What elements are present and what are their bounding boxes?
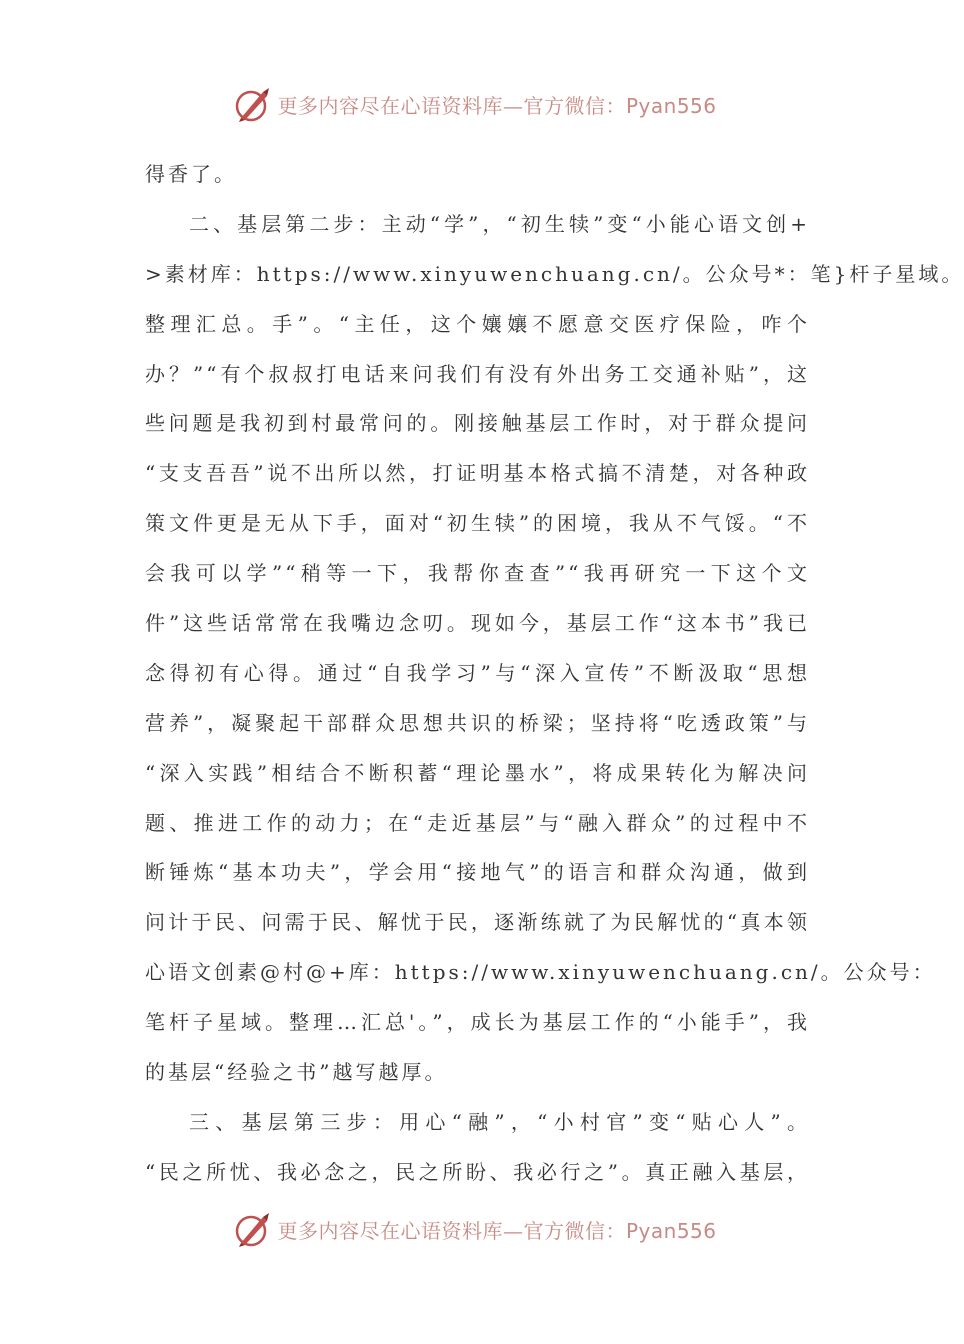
text-line: 整理汇总。手”。“主任，这个孃孃不愿意交医疗保险，咋个 bbox=[145, 311, 810, 336]
text-line: 办？”“有个叔叔打电话来问我们有没有外出务工交通补贴”，这 bbox=[145, 361, 810, 386]
text-line: 得香了。 bbox=[145, 162, 237, 186]
text-line: >素材库：https://www.xinyuwenchuang.cn/。公众号*：笔}杆子星域。 bbox=[145, 261, 964, 286]
text-line: “民之所忧、我必念之，民之所盼、我必行之”。真正融入基层， bbox=[145, 1159, 810, 1184]
text-line: 心语文创素@村@+库：https://www.xinyuwenchuang.cn/。公众号： bbox=[145, 960, 936, 985]
wechat-id: Pyan556 bbox=[625, 1218, 717, 1243]
text-line: 件”这些话常常在我嘴边念叨。现如今，基层工作“这本书”我已 bbox=[145, 611, 810, 636]
text-line: 题、推进工作的动力；在“走近基层”与“融入群众”的过程中不 bbox=[145, 810, 810, 835]
text-line: 断锤炼“基本功夫”，学会用“接地气”的语言和群众沟通，做到 bbox=[145, 860, 810, 885]
banner-text: 更多内容尽在心语资料库—官方微信： bbox=[277, 1218, 626, 1243]
text-line: 问计于民、问需于民、解忧于民，逐渐练就了为民解忧的“真本领 bbox=[145, 910, 810, 935]
wechat-id: Pyan556 bbox=[625, 93, 717, 118]
text-line: “深入实践”相结合不断积蓄“理论墨水”，将成果转化为解决问 bbox=[145, 760, 810, 785]
text-line: 三、基层第三步：用心“融”，“小村官”变“贴心人”。 bbox=[189, 1109, 810, 1134]
text-line: “支支吾吾”说不出所以然，打证明基本格式搞不清楚，对各种政 bbox=[145, 461, 810, 486]
text-line: 二、基层第二步：主动“学”，“初生犊”变“小能心语文创+ bbox=[189, 211, 810, 236]
header-banner bbox=[0, 82, 950, 126]
text-line: 念得初有心得。通过“自我学习”与“深入宣传”不断汲取“思想 bbox=[145, 660, 810, 685]
text-line: 笔杆子星域。整理…汇总'。”，成长为基层工作的“小能手”，我 bbox=[145, 1010, 810, 1035]
banner-text: 更多内容尽在心语资料库—官方微信： bbox=[277, 93, 626, 118]
text-line: 些问题是我初到村最常问的。刚接触基层工作时，对于群众提问 bbox=[145, 411, 810, 436]
text-line: 会我可以学”“稍等一下，我帮你查查”“我再研究一下这个文 bbox=[145, 561, 810, 586]
footer-banner bbox=[0, 1207, 950, 1251]
pen-logo-icon bbox=[233, 84, 273, 124]
text-line: 策文件更是无从下手，面对“初生犊”的困境，我从不气馁。“不 bbox=[145, 511, 810, 536]
text-line: 营养”，凝聚起干部群众思想共识的桥梁；坚持将“吃透政策”与 bbox=[145, 710, 810, 735]
text-line: 的基层“经验之书”越写越厚。 bbox=[145, 1060, 448, 1085]
document-body bbox=[145, 150, 964, 1198]
pen-logo-icon bbox=[233, 1209, 273, 1249]
